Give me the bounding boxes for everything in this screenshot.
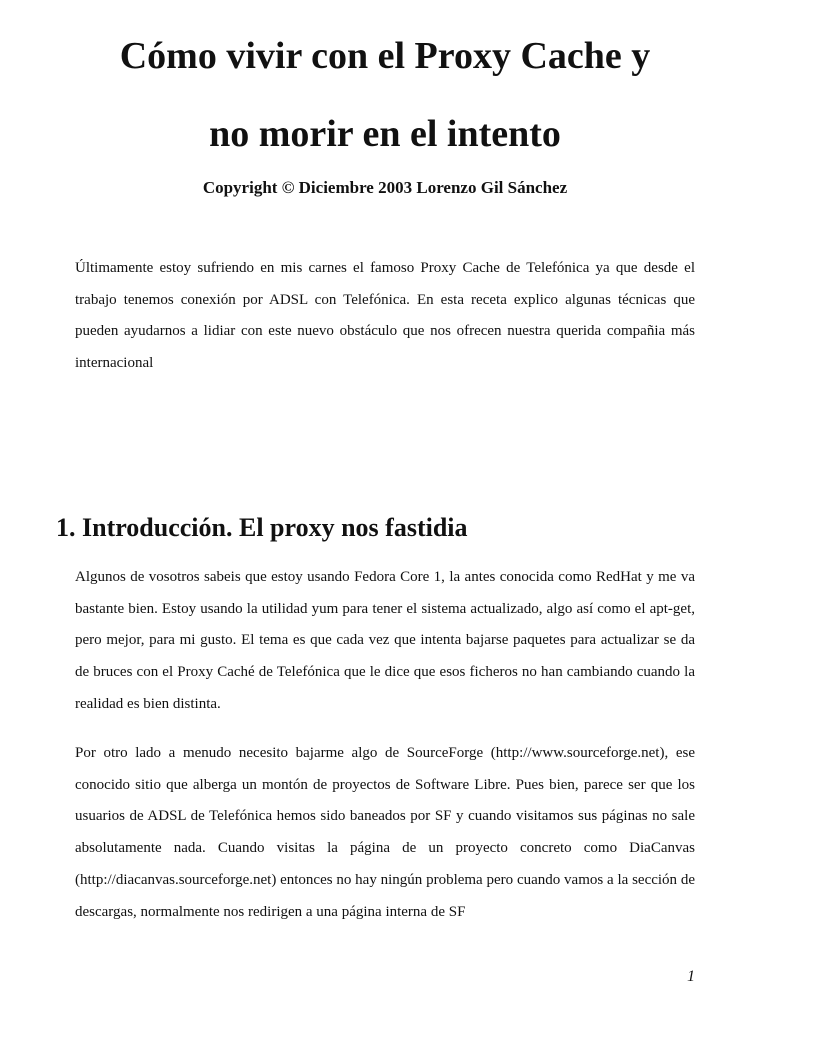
abstract-paragraph: Últimamente estoy sufriendo en mis carnes el famoso Proxy Cache de Telefónica ya que desde el trabajo tenemos conexión por ADSL con Telefónica. En esta receta explico algunas técnicas que pueden ayudarnos a lidiar con este nuevo obstáculo que nos ofrecen nuestra querida compañia más internacional [75,260,695,372]
section-heading-introduccion: 1. Introducción. El proxy nos fastidia [56,513,468,542]
body-paragraph: Por otro lado a menudo necesito bajarme algo de SourceForge (http://www.sourceforge.net), ese conocido sitio que alberga un montón de proyectos de Software Libre. Pues bien, parece ser que los usuarios de ADSL de Telefónica hemos sido baneados por SF y cuando visitamos sus páginas no sale absolutamente nada. Cuando visitas la página de un proyecto concreto como DiaCanvas (http://diacanvas.sourceforge.net) entonces no hay ningún problema pero cuando vamos a la sección de descargas, normalmente nos redirigen a una página interna de SF [75,745,695,920]
body-paragraph: Algunos de vosotros sabeis que estoy usando Fedora Core 1, la antes conocida como RedHat y me va bastante bien. Estoy usando la utilidad yum para tener el sistema actualizado, algo así como el apt-get, pero mejor, para mi gusto. El tema es que cada vez que intenta bajarse paquetes para actualizar se da de bruces con el Proxy Caché de Telefónica que le dice que esos ficheros no han cambiando cuando la realidad es bien distinta. [75,569,695,712]
document-title-line-2: no morir en el intento [209,113,561,155]
copyright-notice: Copyright © Diciembre 2003 Lorenzo Gil Sánchez [202,178,568,197]
page-number: 1 [687,968,695,985]
document-title-line-1: Cómo vivir con el Proxy Cache y [119,35,651,77]
